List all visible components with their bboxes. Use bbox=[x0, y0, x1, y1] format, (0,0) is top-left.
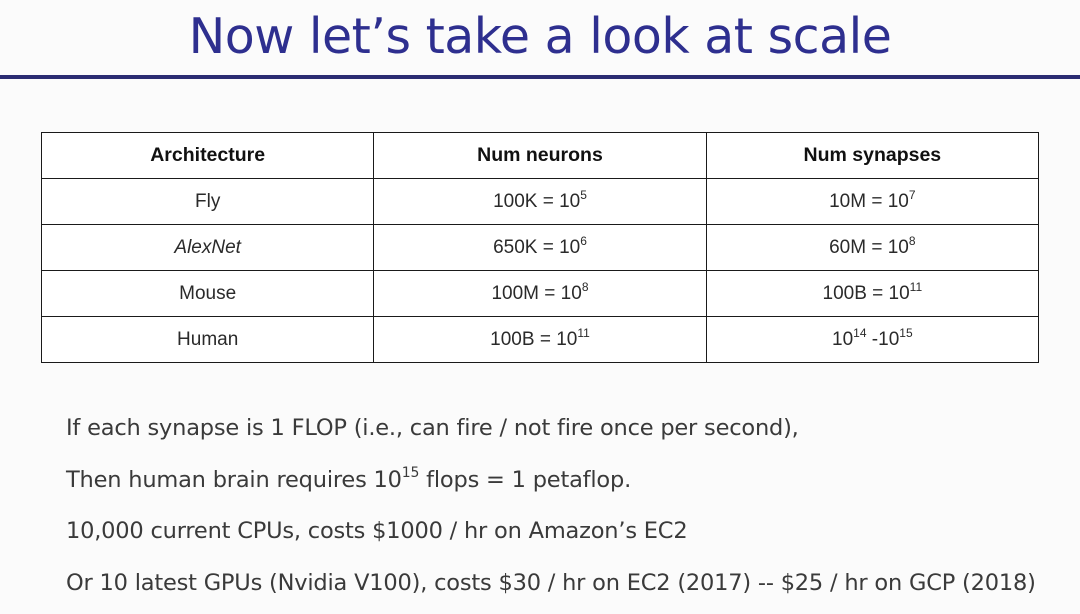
cell-synapses bbox=[706, 317, 1038, 363]
human-brain-exponent: 15 bbox=[402, 465, 419, 481]
synapses-exponent: 11 bbox=[910, 280, 922, 294]
cell-neurons bbox=[374, 271, 706, 317]
cell-architecture: Mouse bbox=[42, 271, 374, 317]
body-line-cpu-cost: 10,000 current CPUs, costs $1000 / hr on Amazon’s EC2 bbox=[66, 511, 1066, 563]
title-divider bbox=[0, 75, 1080, 79]
cell-architecture: Fly bbox=[42, 179, 374, 225]
human-brain-text-start: Then human brain requires 10 bbox=[66, 467, 402, 493]
slide-title: Now let’s take a look at scale bbox=[0, 4, 1080, 70]
neurons-value: 100M = 10 bbox=[491, 283, 581, 304]
synapses-range-end-exponent: 15 bbox=[899, 326, 912, 340]
synapses-range-start: 10 bbox=[832, 329, 853, 350]
body-line-flop-assumption: If each synapse is 1 FLOP (i.e., can fire / not fire once per second), bbox=[66, 408, 1066, 460]
synapses-range-separator: -10 bbox=[867, 329, 900, 350]
scale-comparison-table bbox=[41, 132, 1039, 363]
table-header-row bbox=[42, 133, 1039, 179]
slide-body-text bbox=[66, 408, 1066, 614]
cell-neurons bbox=[374, 179, 706, 225]
human-brain-text-end: flops = 1 petaflop. bbox=[419, 467, 631, 493]
neurons-exponent: 8 bbox=[582, 280, 589, 294]
synapses-exponent: 7 bbox=[909, 188, 916, 202]
cell-architecture: AlexNet bbox=[42, 225, 374, 271]
neurons-value: 100B = 10 bbox=[490, 329, 577, 350]
table-row bbox=[42, 179, 1039, 225]
neurons-value: 100K = 10 bbox=[493, 191, 580, 212]
synapses-value: 100B = 10 bbox=[823, 283, 910, 304]
synapses-range-start-exponent: 14 bbox=[853, 326, 866, 340]
cell-neurons bbox=[374, 317, 706, 363]
header-num-neurons: Num neurons bbox=[374, 133, 706, 179]
neurons-exponent: 5 bbox=[580, 188, 587, 202]
cell-synapses bbox=[706, 271, 1038, 317]
synapses-exponent: 8 bbox=[909, 234, 916, 248]
cell-synapses bbox=[706, 179, 1038, 225]
synapses-value: 10M = 10 bbox=[829, 191, 909, 212]
cell-neurons bbox=[374, 225, 706, 271]
table-row bbox=[42, 225, 1039, 271]
cell-synapses bbox=[706, 225, 1038, 271]
neurons-value: 650K = 10 bbox=[493, 237, 580, 258]
table-row bbox=[42, 271, 1039, 317]
synapses-value: 60M = 10 bbox=[829, 237, 909, 258]
body-line-human-brain bbox=[66, 460, 1066, 512]
neurons-exponent: 6 bbox=[580, 234, 587, 248]
table-row bbox=[42, 317, 1039, 363]
body-line-gpu-cost: Or 10 latest GPUs (Nvidia V100), costs $30 / hr on EC2 (2017) -- $25 / hr on GCP (2018) bbox=[66, 563, 1066, 614]
header-architecture: Architecture bbox=[42, 133, 374, 179]
cell-architecture: Human bbox=[42, 317, 374, 363]
header-num-synapses: Num synapses bbox=[706, 133, 1038, 179]
neurons-exponent: 11 bbox=[577, 326, 589, 340]
